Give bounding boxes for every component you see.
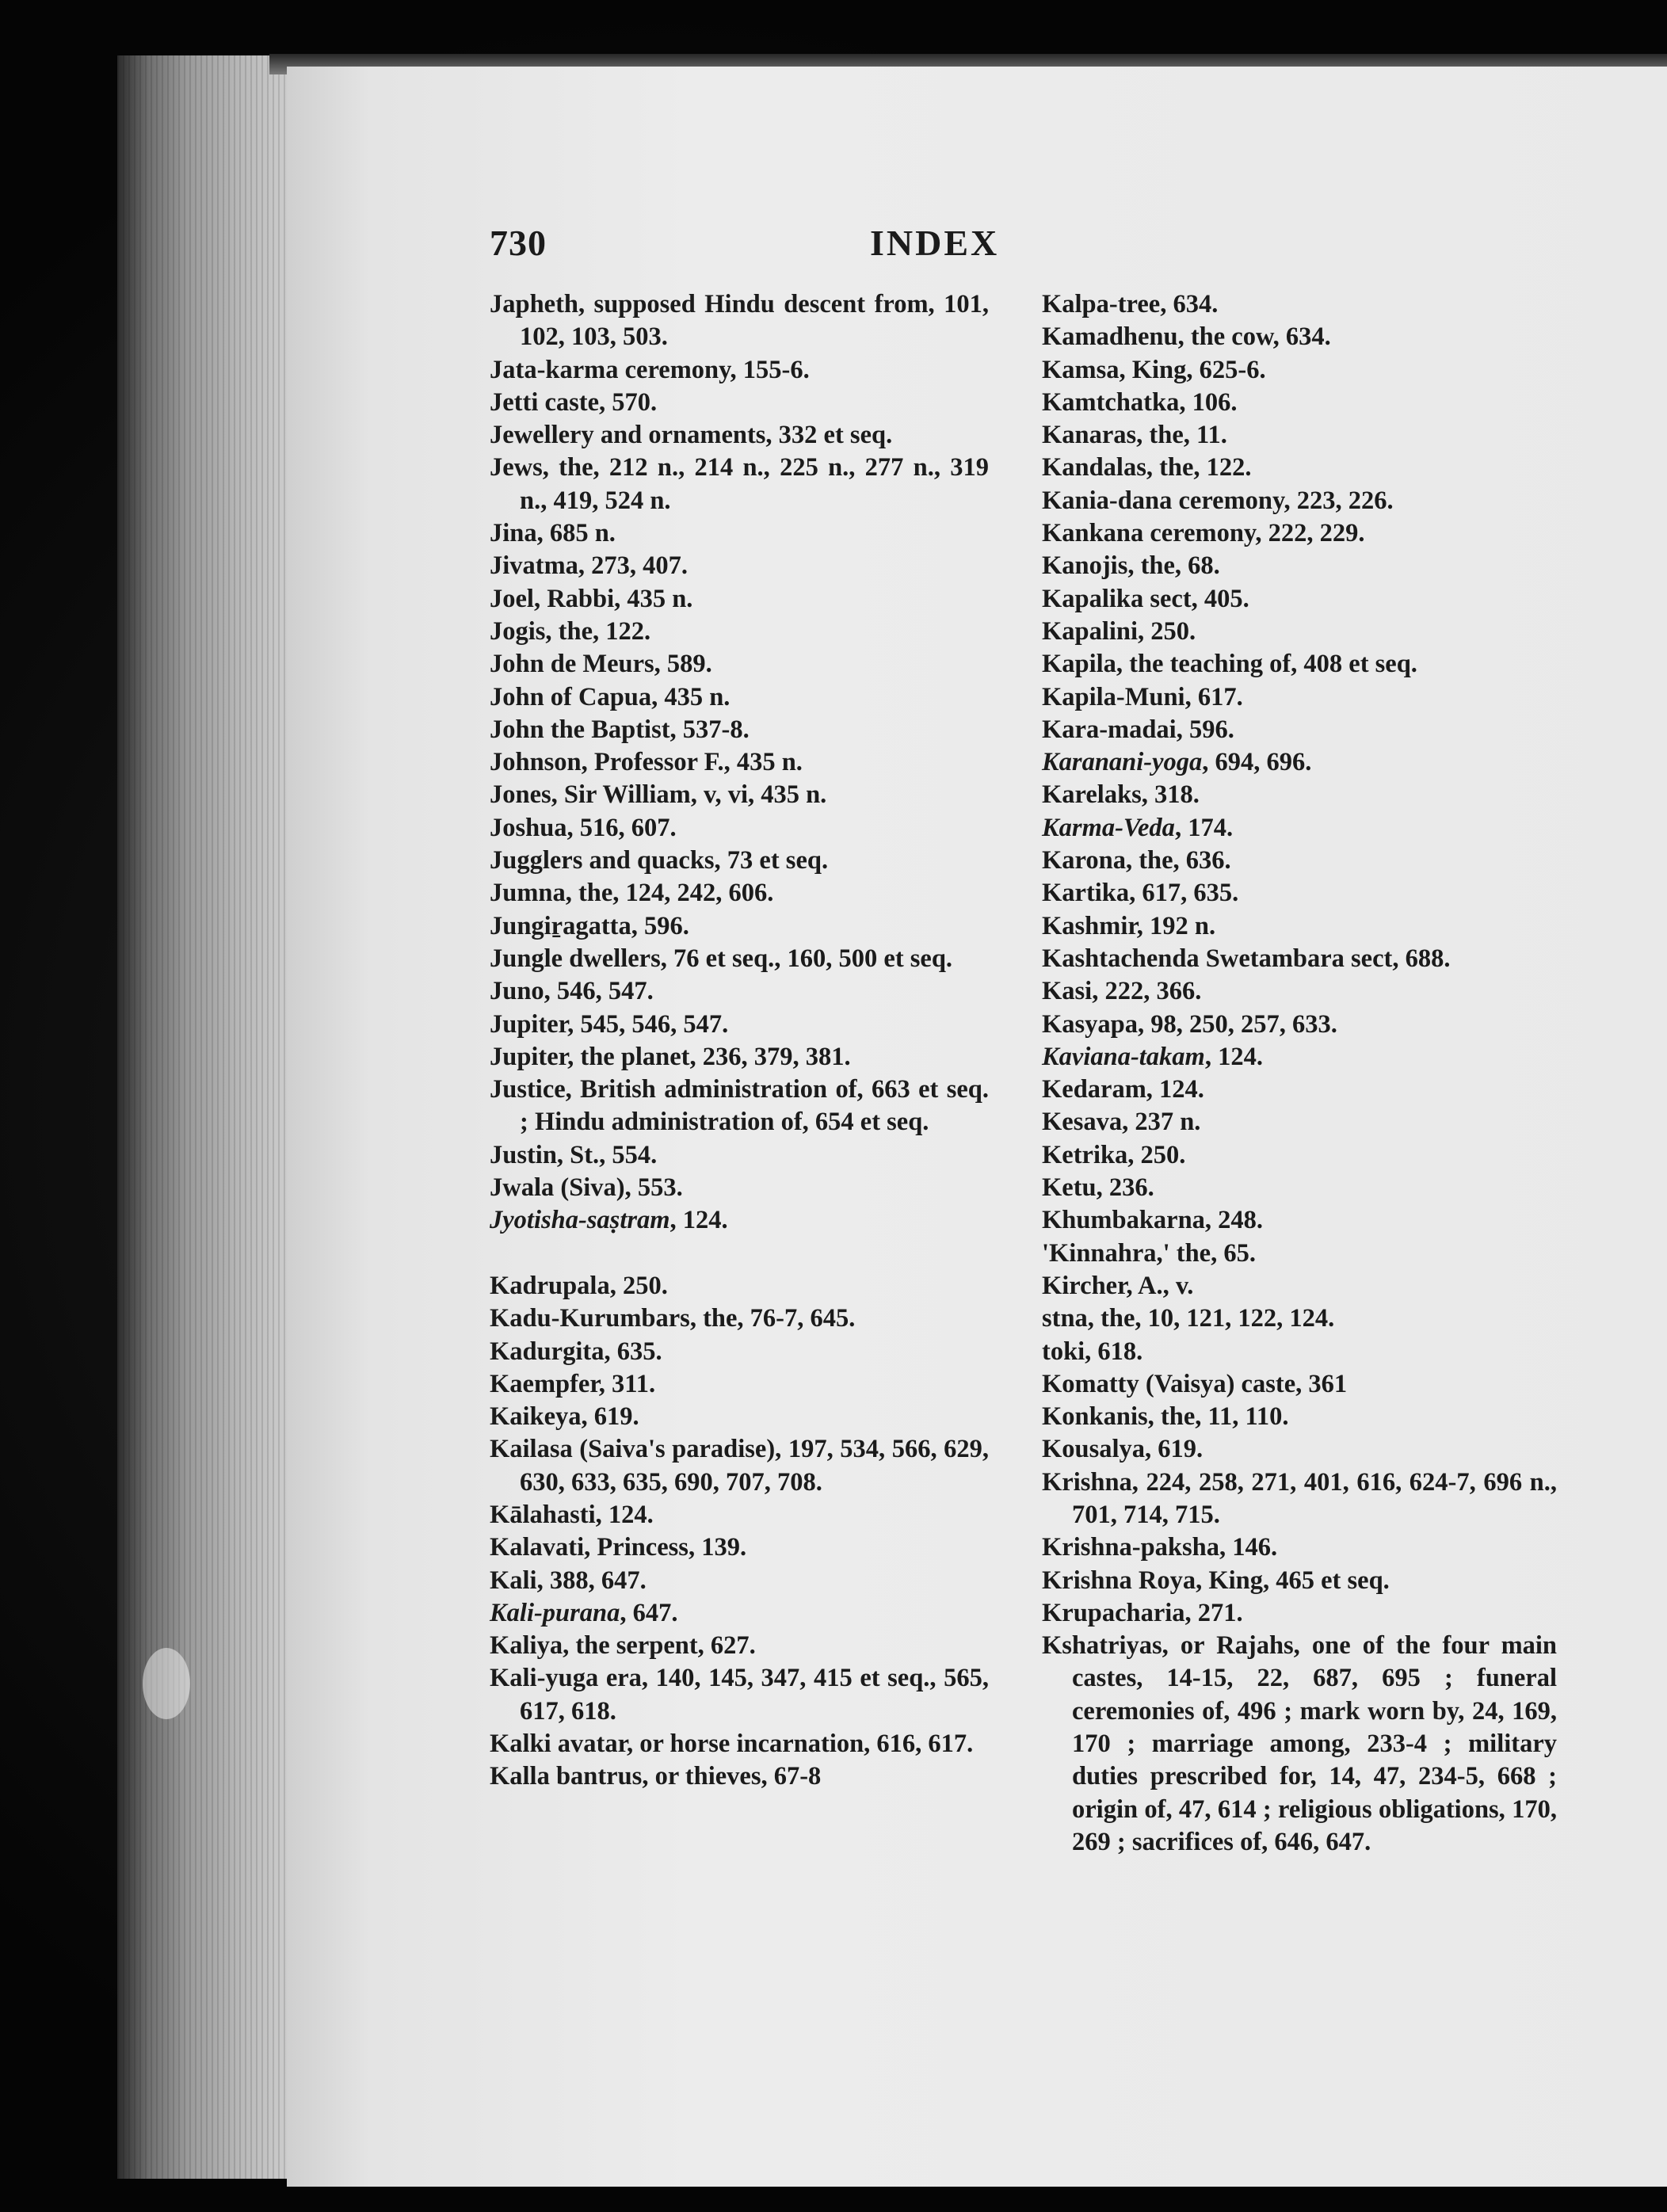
index-entry: Ketrika, 250. — [1042, 1140, 1186, 1169]
index-entry: Kalla bantrus, or thieves, 67-8 — [490, 1762, 822, 1791]
index-entry: Kara-madai, 596. — [1042, 715, 1234, 744]
index-entry: Kasyapa, 98, 250, 257, 633. — [1042, 1009, 1337, 1039]
index-entry: Jewellery and ornaments, 332 et seq. — [490, 421, 893, 450]
index-entry: Jones, Sir William, v, vi, 435 n. — [490, 780, 827, 810]
index-entry — [490, 1597, 989, 1630]
index-entry: Komatty (Vaisya) caste, 361 — [1042, 1369, 1348, 1398]
index-entry: Kadurgita, 635. — [490, 1337, 662, 1366]
index-entry: Kalavati, Princess, 139. — [490, 1533, 747, 1562]
index-entry-pages: , 174. — [1174, 813, 1234, 842]
index-column-left — [490, 288, 989, 1794]
index-entry: Kircher, A., v. — [1042, 1271, 1194, 1300]
index-entry: Karelaks, 318. — [1042, 780, 1200, 810]
index-entry: Kamadhenu, the cow, 634. — [1042, 322, 1331, 352]
index-entry: Kamsa, King, 625-6. — [1042, 355, 1266, 384]
running-head — [490, 222, 1282, 277]
index-entry: 'Kinnahra,' the, 65. — [1042, 1238, 1256, 1268]
index-entry-pages: , 124. — [1204, 1042, 1263, 1071]
index-entry: Kaliya, the serpent, 627. — [490, 1631, 756, 1661]
index-entry: Jwala (Siva), 553. — [490, 1173, 683, 1203]
index-entry: John the Baptist, 537-8. — [490, 715, 750, 744]
index-entry: Kartika, 617, 635. — [1042, 879, 1239, 908]
index-entry: Kali, 388, 647. — [490, 1566, 647, 1595]
index-column-right — [1042, 288, 1557, 1859]
index-entry: Jetti caste, 570. — [490, 387, 658, 417]
index-entry: toki, 618. — [1042, 1337, 1143, 1366]
index-entry: Jupiter, 545, 546, 547. — [490, 1009, 729, 1039]
index-entry: Jungiṟagatta, 596. — [490, 911, 689, 940]
page-number: 730 — [490, 223, 547, 263]
index-entry: Kadrupala, 250. — [490, 1271, 668, 1300]
index-entry-italic-term: Kaviana-takam — [1042, 1042, 1205, 1071]
index-entry: Krishna, 224, 258, 271, 401, 616, 624-7, 696 n., 701, 714, 715. — [1042, 1467, 1557, 1529]
index-entry: Jugglers and quacks, 73 et seq. — [490, 846, 829, 875]
index-entry: Jews, the, 212 n., 214 n., 225 n., 277 n., 319 n., 419, 524 n. — [490, 453, 989, 515]
index-entry: Jumna, the, 124, 242, 606. — [490, 879, 774, 908]
index-entry-italic-term: Kali-purana — [490, 1598, 620, 1627]
section-gap — [490, 1238, 989, 1270]
index-entry: Krupacharia, 271. — [1042, 1598, 1243, 1627]
index-entry: Karona, the, 636. — [1042, 846, 1231, 875]
index-entry: Krishna Roya, King, 465 et seq. — [1042, 1566, 1390, 1595]
index-entry — [1042, 746, 1557, 779]
index-entry: stna, the, 10, 121, 122, 124. — [1042, 1304, 1335, 1333]
index-entry: Kanojis, the, 68. — [1042, 551, 1220, 581]
index-entry: Juno, 546, 547. — [490, 977, 654, 1006]
index-entry: Joshua, 516, 607. — [490, 813, 677, 842]
index-entry-italic-term: Jyotisha-saṣtram — [490, 1206, 670, 1235]
index-entry: Kailasa (Saiva's paradise), 197, 534, 566, 629, 630, 633, 635, 690, 707, 708. — [490, 1435, 989, 1497]
index-entry: Kashtachenda Swetambara sect, 688. — [1042, 944, 1451, 973]
index-entry: Kadu-Kurumbars, the, 76-7, 645. — [490, 1304, 856, 1333]
index-entry: Kashmir, 192 n. — [1042, 911, 1216, 940]
index-entry: Kapila-Muni, 617. — [1042, 682, 1243, 711]
index-entry: Kalpa-tree, 634. — [1042, 290, 1219, 318]
paper-blemish — [143, 1648, 190, 1719]
index-entry: Konkanis, the, 11, 110. — [1042, 1402, 1289, 1432]
index-entry-pages: , 124. — [669, 1206, 728, 1235]
index-entry: John of Capua, 435 n. — [490, 682, 731, 711]
index-entry — [490, 1204, 989, 1237]
index-entry: Kesava, 237 n. — [1042, 1108, 1201, 1137]
index-entry: Kshatriyas, or Rajahs, one of the four main castes, 14-15, 22, 687, 695 ; funeral ceremonies of, 496 ; mark worn by, 24, 169, 170 ; marriage among, 233-4 ; military duties prescribed for, 14, 47, 234-5, 668 ; origin of, 47, 614 ; religious obligations, 170, 269 ; sacrifices of, 646, 647. — [1042, 1631, 1557, 1856]
page-title: INDEX — [870, 223, 1000, 263]
index-entry-italic-term: Karma-Veda — [1042, 813, 1175, 842]
index-entry: Kanaras, the, 11. — [1042, 421, 1227, 450]
index-entry: Kasi, 222, 366. — [1042, 977, 1202, 1006]
index-entry: Kālahasti, 124. — [490, 1500, 654, 1529]
index-entry: Kaikeya, 619. — [490, 1402, 639, 1432]
index-entry: Kaempfer, 311. — [490, 1369, 656, 1398]
index-entry: Ketu, 236. — [1042, 1173, 1154, 1203]
index-entry: Kapalini, 250. — [1042, 616, 1196, 646]
index-entry: Kapila, the teaching of, 408 et seq. — [1042, 650, 1417, 679]
index-entry: Kousalya, 619. — [1042, 1435, 1204, 1464]
index-entry — [1042, 1041, 1557, 1074]
index-entry: Kankana ceremony, 222, 229. — [1042, 519, 1365, 548]
index-entry: Jupiter, the planet, 236, 379, 381. — [490, 1042, 851, 1071]
index-entry: Jogis, the, 122. — [490, 616, 651, 646]
index-entry-italic-term: Karanani-yoga — [1042, 748, 1203, 777]
index-entry: Jivatma, 273, 407. — [490, 551, 689, 581]
index-entry: Kalki avatar, or horse incarnation, 616, 617. — [490, 1730, 974, 1759]
index-entry: Kania-dana ceremony, 223, 226. — [1042, 486, 1394, 515]
index-entry: Johnson, Professor F., 435 n. — [490, 748, 803, 777]
book-gutter — [117, 55, 293, 2179]
index-entry: Kamtchatka, 106. — [1042, 387, 1238, 417]
index-entry: Joel, Rabbi, 435 n. — [490, 584, 693, 613]
index-entry: Justin, St., 554. — [490, 1140, 658, 1169]
index-entry-pages: , 647. — [620, 1598, 678, 1627]
index-entry: Kapalika sect, 405. — [1042, 584, 1249, 613]
index-entry: Kali-yuga era, 140, 145, 347, 415 et seq., 565, 617, 618. — [490, 1664, 989, 1726]
index-entry: Justice, British administration of, 663 et seq. ; Hindu administration of, 654 et seq. — [490, 1075, 989, 1137]
index-entry: Jina, 685 n. — [490, 519, 616, 548]
index-entry — [1042, 812, 1557, 845]
gutter-texture — [117, 55, 293, 2179]
index-entry: Jata-karma ceremony, 155-6. — [490, 355, 810, 384]
index-entry: Japheth, supposed Hindu descent from, 101, 102, 103, 503. — [490, 290, 989, 352]
index-entry-pages: , 694, 696. — [1202, 748, 1312, 777]
index-entry: Kandalas, the, 122. — [1042, 453, 1252, 482]
index-entry: Krishna-paksha, 146. — [1042, 1533, 1278, 1562]
index-entry: Khumbakarna, 248. — [1042, 1206, 1264, 1235]
index-entry: Kedaram, 124. — [1042, 1075, 1204, 1104]
index-entry: John de Meurs, 589. — [490, 650, 712, 679]
index-entry: Jungle dwellers, 76 et seq., 160, 500 et seq. — [490, 944, 953, 973]
